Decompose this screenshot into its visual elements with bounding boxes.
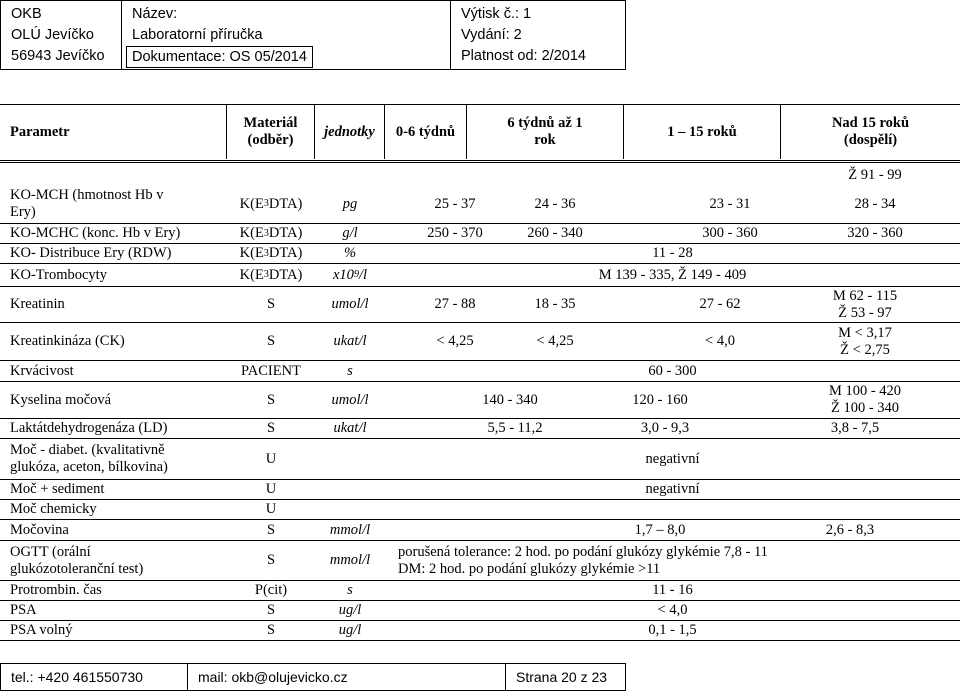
org-block	[1, 1, 122, 69]
col-age-6w-1y: 6 týdnů až 1 rok	[467, 105, 624, 159]
document-header	[0, 0, 626, 70]
org-line3: 56943 Jevíčko	[11, 48, 105, 64]
footer-mail: mail: okb@olujevicko.cz	[188, 664, 506, 690]
table-row: Kreatinkináza (CK) S ukat/l < 4,25 < 4,25 < 4,0 M < 3,17 Ž < 2,75	[0, 322, 960, 360]
table-column-header	[0, 104, 960, 161]
name-value: Laboratorní příručka	[132, 27, 263, 43]
title-block	[122, 1, 451, 69]
table-row: KO-MCHC (konc. Hb v Ery) K(E 3 DTA) g/l 250 - 370 260 - 340 300 - 360 320 - 360	[0, 223, 960, 243]
table-row: OGTT (orální glukózotoleranční test) S mmol/l porušená tolerance: 2 hod. po podání glukózy glykémie 7,8 - 11 DM: 2 hod. po podání glukózy glykémie >11	[0, 540, 960, 580]
table-row: Protrombin. čas P(cit) s 11 - 16	[0, 580, 960, 600]
table-row: Močovina S mmol/l 1,7 – 8,0 2,6 - 8,3	[0, 519, 960, 540]
edition: Vydání: 2	[461, 27, 522, 43]
version-block	[451, 1, 625, 69]
table-row: Kyselina močová S umol/l 140 - 340 120 - 160 M 100 - 420 Ž 100 - 340	[0, 381, 960, 418]
table-row: Moč chemicky U	[0, 499, 960, 519]
reference-table	[0, 162, 960, 641]
footer-phone: tel.: +420 461550730	[1, 664, 188, 690]
table-row: KO-MCH (hmotnost Hb v Ery) K(E 3 DTA) pg 25 - 37 24 - 36 23 - 31 Ž 91 - 99 28 - 34	[0, 162, 960, 223]
org-line2: OLÚ Jevíčko	[11, 27, 94, 43]
col-parametr: Parametr	[0, 105, 227, 159]
table-row: PSA volný S ug/l 0,1 - 1,5	[0, 620, 960, 641]
table-row: Krvácivost PACIENT s 60 - 300	[0, 360, 960, 381]
table-row: PSA S ug/l < 4,0	[0, 600, 960, 620]
col-adult: Nad 15 roků (dospělí)	[831, 115, 910, 148]
col-age-1-15y: 1 – 15 roků	[624, 105, 781, 159]
valid-from: Platnost od: 2/2014	[461, 48, 586, 64]
document-footer	[0, 663, 626, 691]
footer-page-number: Strana 20 z 23	[516, 669, 608, 685]
table-row: Kreatinin S umol/l 27 - 88 18 - 35 27 - 62 M 62 - 115 Ž 53 - 97	[0, 286, 960, 322]
table-row: KO-Trombocyty K(E 3 DTA) x10 9 /l M 139 - 335, Ž 149 - 409	[0, 263, 960, 286]
table-row: Moč + sediment U negativní	[0, 479, 960, 499]
documentation-label: Dokumentace: OS 05/2014	[126, 46, 313, 68]
col-jednotky: jednotky	[315, 105, 385, 159]
table-row: Laktátdehydrogenáza (LD) S ukat/l 5,5 - 11,2 3,0 - 9,3 3,8 - 7,5	[0, 418, 960, 438]
table-row: Moč - diabet. (kvalitativně glukóza, aceton, bílkovina) U negativní	[0, 438, 960, 479]
name-label: Název:	[132, 6, 178, 22]
print-copy: Výtisk č.: 1	[461, 6, 532, 22]
col-material: Materiál (odběr)	[227, 105, 315, 159]
col-age-0-6w: 0-6 týdnů	[385, 105, 467, 159]
org-line1: OKB	[11, 6, 42, 22]
table-row: KO- Distribuce Ery (RDW) K(E 3 DTA) % 11 - 28	[0, 243, 960, 263]
